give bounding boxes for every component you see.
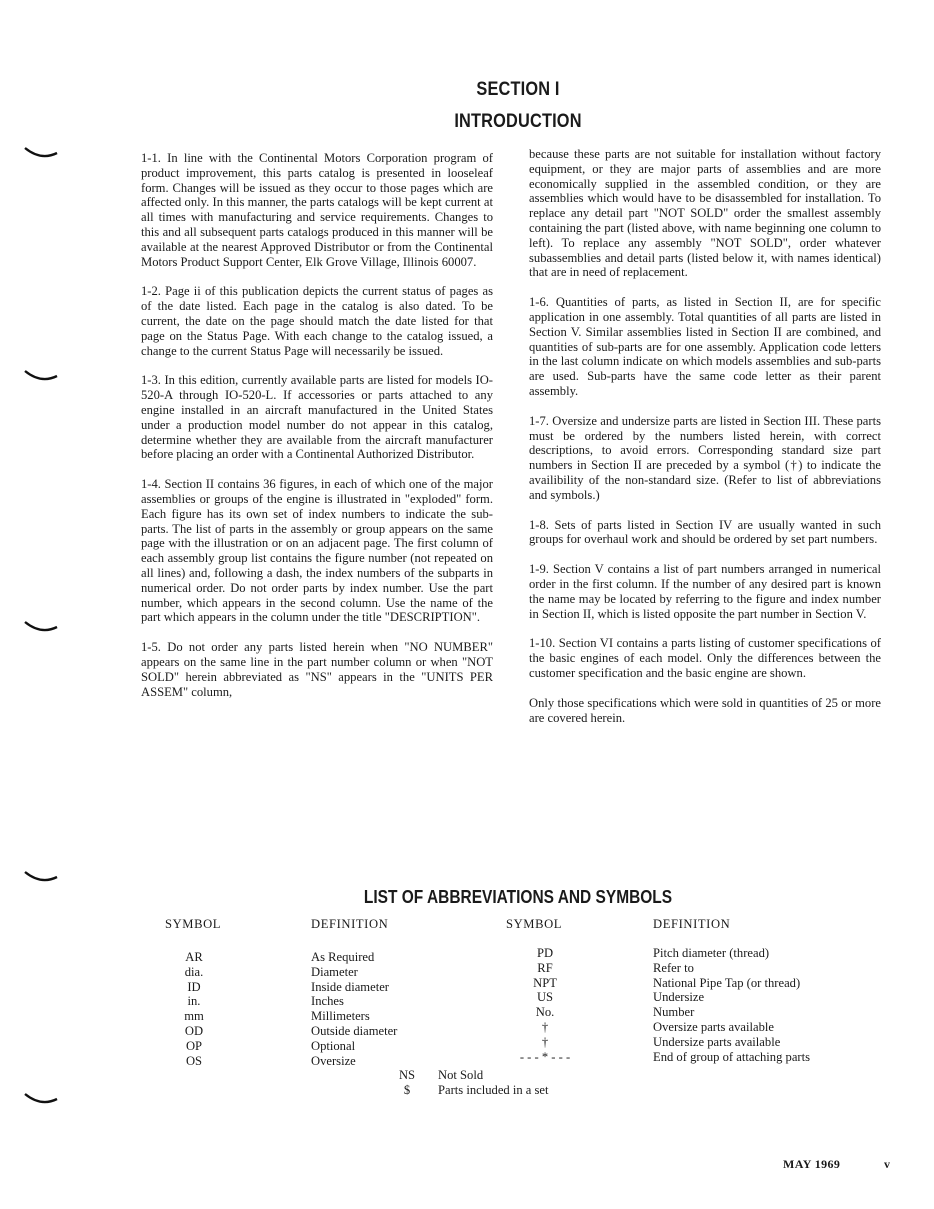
abbreviation-definition: Inches — [311, 994, 344, 1009]
definition-column-header: DEFINITION — [311, 917, 389, 931]
page-title: INTRODUCTION — [454, 111, 582, 132]
abbreviation-symbol: † — [541, 1034, 549, 1049]
paragraph-specifications-note: Only those specifications which were sold in quantities of 25 or more are covered herein. — [529, 695, 881, 725]
abbreviation-definition: Outside diameter — [311, 1023, 398, 1038]
paragraph-1-7: 1-7. Oversize and undersize parts are listed in Section III. These parts must be ordered by the numbers listed herein, with correct descriptions, to avoid errors. Corresponding standard size part numbers in Section II are preceded by a symbol (†) to indicate the availibility of the non-standard size. (Refer to list of abbreviations and symbols.) — [529, 413, 881, 502]
binder-hole-mark — [24, 145, 58, 159]
abbreviation-definition: As Required — [311, 950, 375, 964]
abbreviation-definition: Diameter — [311, 964, 358, 979]
right-definition-list — [653, 946, 810, 1064]
abbreviation-symbol: RF — [537, 960, 553, 975]
paragraph-1-6: 1-6. Quantities of parts, as listed in Section II, are for specific application in one assembly. Total quantities of all parts are listed in Section V. Similar assemblies listed in Section II are combined, and quantities of sub-parts are for one assembly. Application code letters in the last column indicate on which models assemblies and sub-parts are used. Sub-parts have the same code letter as their parent assembly. — [529, 295, 881, 398]
definition-column-header: DEFINITION — [653, 917, 731, 931]
binder-hole-mark — [24, 619, 58, 633]
abbreviation-definition: Undersize — [653, 990, 705, 1005]
abbreviation-definition: National Pipe Tap (or thread) — [653, 975, 801, 990]
binder-hole-mark — [24, 1091, 58, 1105]
abbreviation-definition: Oversize — [311, 1053, 356, 1068]
abbreviation-symbol: No. — [535, 1005, 555, 1020]
abbreviation-symbol: dia. — [184, 964, 204, 979]
abbreviation-symbol: AR — [185, 950, 203, 964]
abbreviation-definition: End of group of attaching parts — [653, 1049, 811, 1064]
paragraph-1-5-continued: because these parts are not suitable for installation without factory equipment, or they are major parts of assemblies and are more economically supplied in the assembled condition, or they are assemblies which would have to be disassembled for installation. To replace any detail part "NOT SOLD" order the smallest assembly containing the part (listed above, with name beginning one column to left). To replace any assembly "NOT SOLD", order whatever subassemblies and detail parts (listed below it, with names identical) that are in need of replacement. — [529, 147, 881, 280]
section-heading: SECTION I — [476, 79, 560, 100]
page-number: v — [884, 1157, 890, 1171]
symbol-column-header: SYMBOL — [506, 917, 563, 931]
abbreviation-definition: Parts included in a set — [438, 1082, 549, 1097]
paragraph-1-2: 1-2. Page ii of this publication depicts the current status of pages as of the date listed. Each page in the catalog is also dated. To be current, the date on the page should match the date listed for that page on the Status Page. With each change to the catalog issued, a change to the current Status Page will necessarily be issued. — [141, 284, 493, 358]
paragraph-1-10: 1-10. Section VI contains a parts listing of customer specifications of the basic engines of each model. Only the differences between the customer specification and the basic engine are shown. — [529, 636, 881, 680]
paragraph-1-9: 1-9. Section V contains a list of part numbers arranged in numerical order in the first column. If the number of any desired part is known the name may be located by referring to the figure and index number in Section II, which is listed opposite the part number in Section V. — [529, 562, 881, 621]
binder-hole-mark — [24, 869, 58, 883]
abbreviation-symbol: NS — [398, 1068, 416, 1082]
abbreviation-symbol: in. — [187, 994, 201, 1009]
right-text-column — [529, 147, 881, 739]
left-text-column — [141, 151, 493, 713]
abbreviation-symbol: † — [541, 1019, 549, 1034]
abbreviation-definition: Pitch diameter (thread) — [653, 946, 770, 960]
abbreviation-symbol: NPT — [533, 975, 557, 990]
abbreviation-symbol: ID — [187, 979, 201, 994]
abbreviations-title: LIST OF ABBREVIATIONS AND SYMBOLS — [363, 887, 673, 907]
paragraph-1-8: 1-8. Sets of parts listed in Section IV are usually wanted in such groups for overhaul work and should be ordered by set part numbers. — [529, 517, 881, 547]
abbreviation-symbol: - - - * - - - — [519, 1049, 571, 1064]
left-definition-list — [311, 950, 397, 1068]
binder-hole-mark — [24, 368, 58, 382]
paragraph-1-3: 1-3. In this edition, currently available parts are listed for models IO-520-A through IO-520-L. If accessories or parts attached to any engine installed in an aircraft manufactured in the United States under a production model number do not appear in this catalog, determine whether they are available from the aircraft manufacturer before placing an order with a Continental Authorized Distributor. — [141, 373, 493, 462]
abbreviation-definition: Not Sold — [438, 1068, 484, 1082]
paragraph-1-1: 1-1. In line with the Continental Motors Corporation program of product improvement, this parts catalog is presented in looseleaf form. Changes will be issued as they occur to those pages which are affected only. In this manner, the parts catalogs will be kept current at all times with manufacturing and service requirements. Changes to this and all subsequent parts catalogs produced in this manner will be available at the nearest Approved Distributor or from the Continental Motors Product Support Center, Elk Grove Village, Illinois 60007. — [141, 151, 493, 269]
abbreviation-definition: Optional — [311, 1038, 356, 1053]
symbol-column-header: SYMBOL — [165, 917, 222, 931]
abbreviation-definition: Refer to — [653, 960, 694, 975]
abbreviation-symbol: $ — [403, 1082, 411, 1097]
footer-date: MAY 1969 — [783, 1157, 841, 1171]
abbreviation-symbol: US — [536, 990, 554, 1005]
abbreviation-definition: Millimeters — [311, 1009, 370, 1024]
right-symbol-list — [505, 946, 585, 1064]
abbreviation-definition: Oversize parts available — [653, 1019, 774, 1034]
paragraph-1-5: 1-5. Do not order any parts listed herein when "NO NUMBER" appears on the same line in the part number column or when "NOT SOLD" herein abbreviated as "NS" appears in the "UNITS PER ASSEM" column, — [141, 640, 493, 699]
left-symbol-list — [166, 950, 222, 1068]
paragraph-1-4: 1-4. Section II contains 36 figures, in each of which one of the major assemblies or groups of the engine is illustrated in "exploded" form. Each figure has its own set of index numbers to indicate the sub-parts. The list of parts in the assembly or group appears on the same page with the illustration or on an adjacent page. The first column of each assembly group list contains the figure number (not repeated on all lines) and, following a dash, the index numbers of the subparts in numerical order. Do not order parts by index number. Use the part number, which appears in the second column. Use the name of the part which appears in the column under the title "DESCRIPTION". — [141, 477, 493, 625]
abbreviation-definition: Undersize parts available — [653, 1034, 781, 1049]
additional-symbols — [392, 1068, 549, 1098]
abbreviation-definition: Inside diameter — [311, 979, 389, 994]
abbreviation-symbol: mm — [184, 1009, 204, 1024]
abbreviation-definition: Number — [653, 1005, 695, 1020]
abbreviation-symbol: PD — [536, 946, 554, 960]
abbreviation-symbol: OP — [185, 1038, 203, 1053]
abbreviation-symbol: OS — [185, 1053, 203, 1068]
abbreviation-symbol: OD — [184, 1023, 204, 1038]
